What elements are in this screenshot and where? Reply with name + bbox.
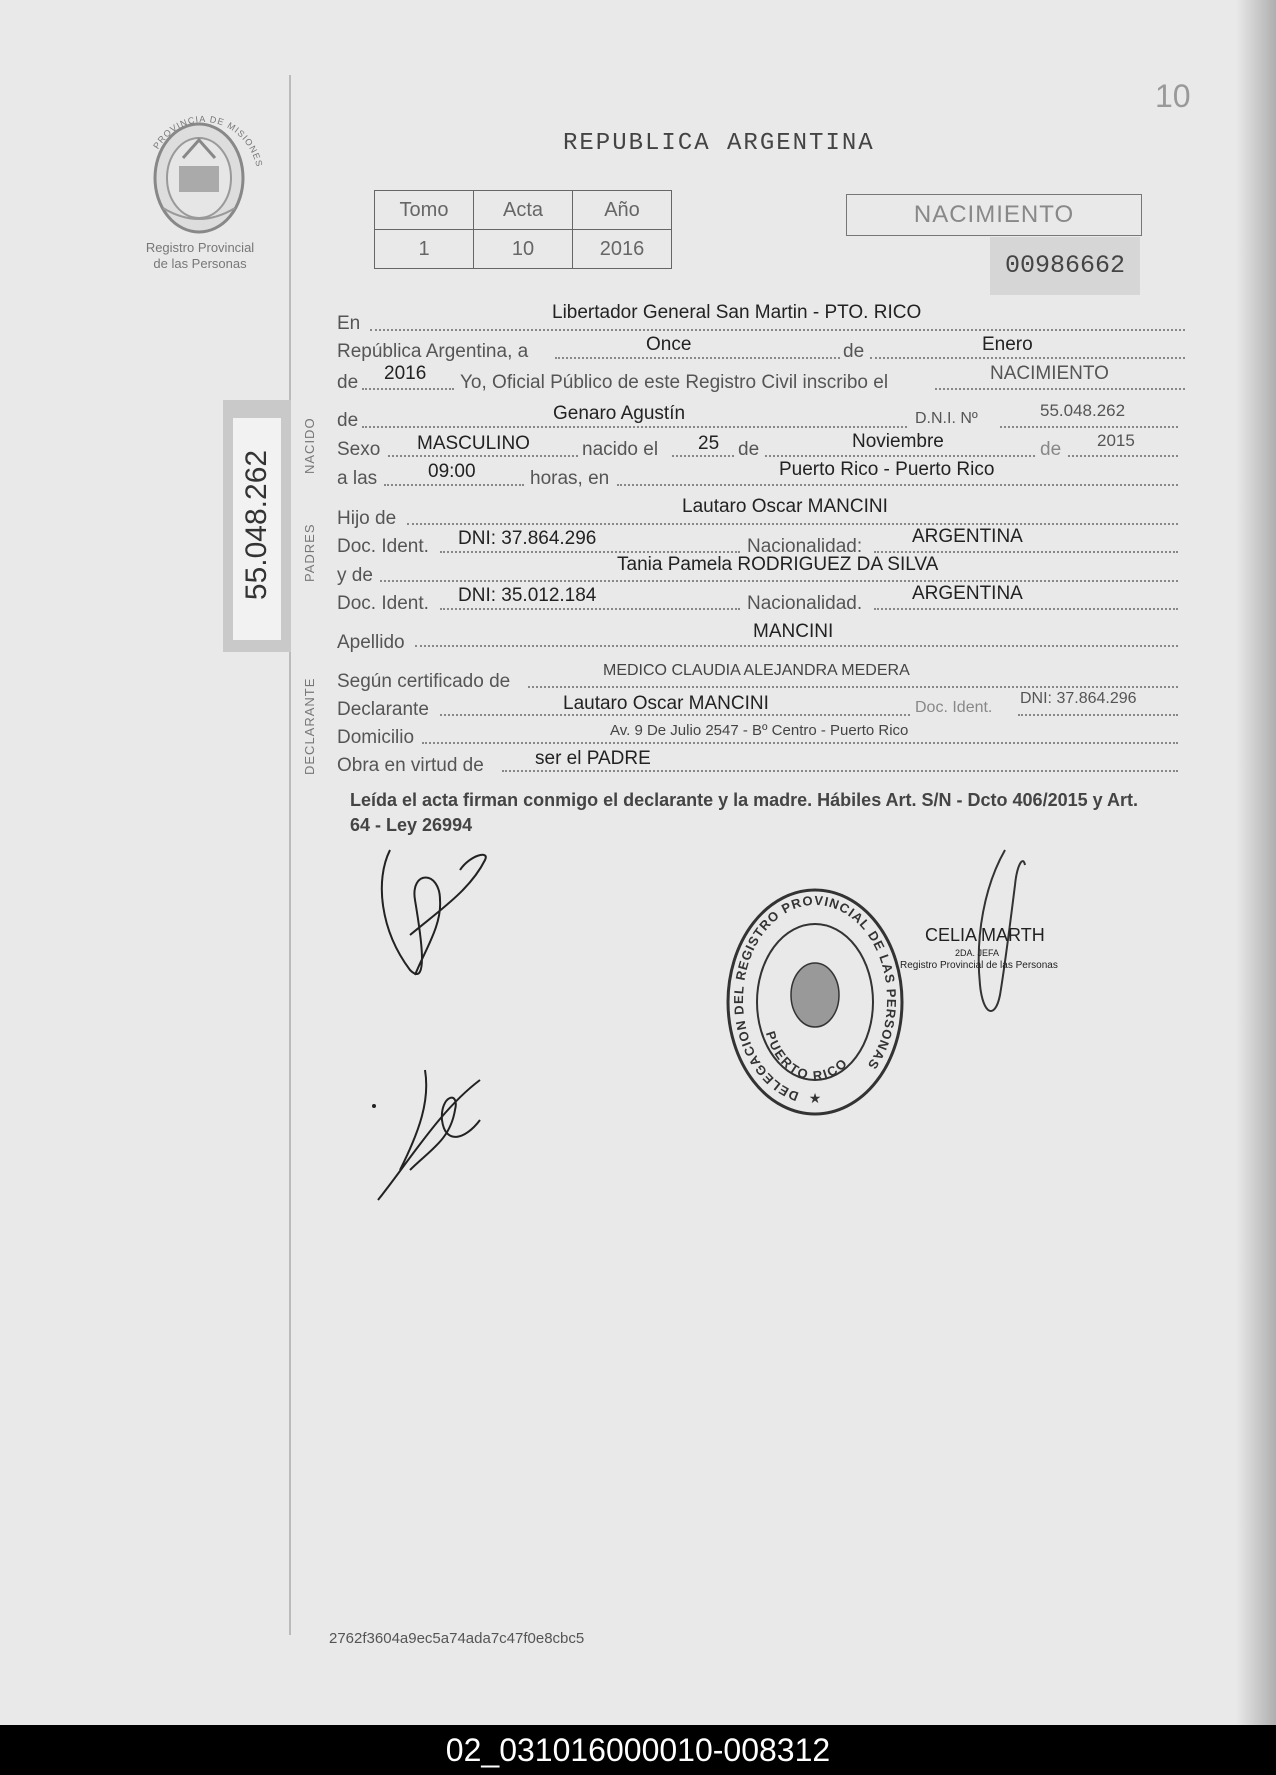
- label-en: En: [337, 313, 361, 334]
- value-child-name: Genaro Agustín: [553, 403, 686, 424]
- label-segun-certificado: Según certificado de: [337, 671, 511, 692]
- label-apellido: Apellido: [337, 632, 405, 653]
- dotted-line: [422, 742, 1178, 744]
- label-horas-en: horas, en: [530, 468, 610, 489]
- stamp-ring-text: DELEGACION DEL REGISTRO PROVINCIAL DE LAS PERSONAS: [731, 892, 900, 1105]
- label-doc-ident-2: Doc. Ident.: [337, 593, 429, 614]
- dotted-line: [380, 580, 1178, 582]
- value-birth-month: Noviembre: [852, 431, 944, 452]
- section-padres: PADRES: [302, 523, 317, 582]
- dotted-line: [502, 770, 1178, 772]
- dotted-line: [874, 608, 1178, 610]
- label-de-day: de: [738, 439, 760, 460]
- closing-text: Leída el acta firman conmigo el declarante y la madre. Hábiles Art. S/N - Dcto 406/2015 y Art. 64 - Ley 26994: [350, 790, 1138, 835]
- dotted-line: [1018, 714, 1178, 716]
- value-birth-day: 25: [698, 433, 720, 454]
- value-year: 2016: [384, 363, 427, 384]
- dotted-line: [1068, 455, 1178, 457]
- document-title: REPUBLICA ARGENTINA: [563, 130, 875, 157]
- side-dni-label: [223, 400, 291, 652]
- file-caption: 02_031016000010-008312: [0, 1725, 1276, 1775]
- signature-mother: [370, 1050, 500, 1220]
- dotted-line: [870, 357, 1185, 359]
- value-declarant: Lautaro Oscar MANCINI: [563, 693, 769, 714]
- dotted-line: [1000, 426, 1178, 428]
- label-de-birth-year: de: [1040, 439, 1062, 460]
- label-doc-ident-decl: Doc. Ident.: [915, 699, 993, 716]
- crest-ring-text: [120, 110, 288, 240]
- label-nacido-el: nacido el: [582, 439, 659, 460]
- header-ano: Año: [573, 191, 672, 230]
- value-birth-place: Puerto Rico - Puerto Rico: [779, 459, 995, 480]
- dotted-line: [407, 523, 1178, 525]
- label-obra-en-virtud: Obra en virtud de: [337, 755, 484, 776]
- value-tomo: 1: [375, 230, 474, 269]
- label-dni-no: D.N.I. Nº: [915, 410, 978, 427]
- value-capacity: ser el PADRE: [535, 748, 651, 769]
- label-nacionalidad-1: Nacionalidad:: [747, 536, 863, 557]
- dotted-line: [555, 357, 840, 359]
- value-father-dni: DNI: 37.864.296: [458, 528, 597, 549]
- dotted-line: [672, 455, 734, 457]
- margin-line: [289, 75, 291, 1635]
- value-mother-dni: DNI: 35.012.184: [458, 585, 597, 606]
- star-icon: ★: [808, 1091, 822, 1107]
- value-act: NACIMIENTO: [990, 363, 1109, 384]
- dotted-line: [370, 329, 1185, 331]
- label-sexo: Sexo: [337, 439, 381, 460]
- official-stamp-seal: [725, 885, 905, 1120]
- value-day-word: Once: [646, 334, 692, 355]
- label-y-de: y de: [337, 565, 373, 586]
- value-month: Enero: [982, 334, 1033, 355]
- header-acta: Acta: [474, 191, 573, 230]
- label-a-las: a las: [337, 468, 378, 489]
- value-child-dni: 55.048.262: [1040, 401, 1126, 420]
- label-declarante: Declarante: [337, 699, 429, 720]
- registry-label-line1: Registro Provincial: [145, 240, 255, 255]
- value-address: Av. 9 De Julio 2547 - Bº Centro - Puerto Rico: [610, 722, 909, 739]
- label-republica: República Argentina, a: [337, 341, 529, 362]
- stamp-inner-text: PUERTO RICO: [762, 1029, 852, 1084]
- act-type-box: NACIMIENTO: [846, 194, 1142, 236]
- value-mother-nationality: ARGENTINA: [912, 583, 1023, 604]
- dotted-line: [617, 484, 1178, 486]
- svg-text:PUERTO RICO: [763, 1029, 851, 1083]
- dotted-line: [415, 645, 1178, 647]
- label-de: de: [843, 341, 865, 362]
- section-nacido: NACIDO: [302, 417, 317, 474]
- value-ano: 2016: [573, 230, 672, 269]
- value-sex: MASCULINO: [417, 433, 530, 454]
- crest-text: PROVINCIA DE MISIONES: [151, 113, 265, 169]
- value-birth-time: 09:00: [428, 461, 476, 482]
- header-tomo: Tomo: [375, 191, 474, 230]
- value-declarant-dni: DNI: 37.864.296: [1020, 690, 1137, 707]
- svg-text:PROVINCIA DE MISIONES: [151, 114, 264, 168]
- dotted-line: [935, 388, 1185, 390]
- side-dni-number: 55.048.262: [240, 449, 273, 601]
- document-hash: 2762f3604a9ec5a74ada7c47f0e8cbc5: [329, 1630, 585, 1647]
- dotted-line: [874, 551, 1178, 553]
- official-office: Registro Provincial de las Personas: [900, 960, 1058, 971]
- official-role: 2DA. JEFA: [955, 948, 1000, 958]
- dotted-line: [384, 484, 524, 486]
- serial-number: 00986662: [990, 237, 1140, 295]
- value-birth-year: 2015: [1097, 431, 1135, 450]
- label-de-name: de: [337, 410, 359, 431]
- record-table: [374, 190, 672, 269]
- label-hijo-de: Hijo de: [337, 508, 397, 529]
- dotted-line: [388, 455, 578, 457]
- label-yo-oficial: Yo, Oficial Público de este Registro Civil inscribo el: [460, 372, 889, 393]
- page-number: 10: [1155, 78, 1191, 114]
- value-mother-name: Tania Pamela RODRIGUEZ DA SILVA: [617, 554, 939, 575]
- registry-label: [120, 240, 280, 272]
- value-acta: 10: [474, 230, 573, 269]
- dotted-line: [528, 686, 1178, 688]
- official-name: CELIA MARTH: [925, 925, 1045, 945]
- label-domicilio: Domicilio: [337, 727, 415, 748]
- section-declarante: DECLARANTE: [302, 677, 317, 775]
- label-nacionalidad-2: Nacionalidad.: [747, 593, 863, 614]
- dotted-line: [440, 608, 740, 610]
- registry-label-line2: de las Personas: [153, 256, 247, 271]
- value-certificate: MEDICO CLAUDIA ALEJANDRA MEDERA: [603, 662, 910, 679]
- dotted-line: [765, 455, 1035, 457]
- value-place: Libertador General San Martin - PTO. RICO: [552, 302, 922, 323]
- signature-declarant: [370, 840, 500, 990]
- label-de-year: de: [337, 372, 359, 393]
- dotted-line: [440, 551, 740, 553]
- label-doc-ident-1: Doc. Ident.: [337, 536, 429, 557]
- dotted-line: [362, 426, 907, 428]
- value-surname: MANCINI: [753, 621, 834, 642]
- value-father-nationality: ARGENTINA: [912, 526, 1023, 547]
- value-father-name: Lautaro Oscar MANCINI: [682, 496, 888, 517]
- dotted-line: [362, 388, 454, 390]
